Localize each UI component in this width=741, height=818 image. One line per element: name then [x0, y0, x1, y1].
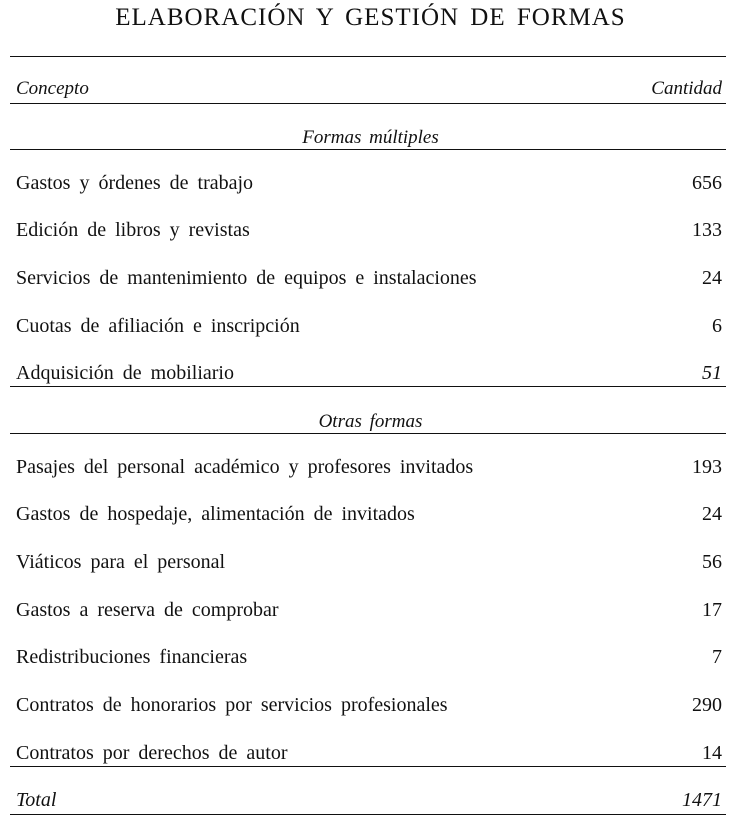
row-quantity: 6 — [712, 315, 722, 337]
column-header-quantity: Cantidad — [651, 78, 722, 99]
table-row — [16, 694, 722, 724]
section-title-otras-formas: Otras formas — [318, 411, 423, 432]
row-concept: Servicios de mantenimiento de equipos e instalaciones — [16, 267, 477, 289]
table-row — [16, 172, 722, 202]
total-rule — [10, 766, 726, 767]
row-concept: Adquisición de mobiliario — [16, 362, 234, 384]
table-row — [16, 219, 722, 249]
row-concept: Gastos a reserva de comprobar — [16, 599, 279, 621]
row-concept: Gastos y órdenes de trabajo — [16, 172, 254, 194]
row-quantity: 290 — [692, 694, 722, 716]
table-row — [16, 503, 722, 533]
row-concept: Contratos por derechos de autor — [16, 742, 288, 764]
row-quantity: 7 — [712, 646, 722, 668]
row-quantity: 17 — [702, 599, 722, 621]
section-rule — [10, 149, 726, 150]
table-row — [16, 362, 722, 392]
row-concept: Redistribuciones financieras — [16, 646, 248, 668]
row-quantity: 193 — [692, 456, 722, 478]
section-rule — [10, 433, 726, 434]
row-quantity: 656 — [692, 172, 722, 194]
row-concept: Edición de libros y revistas — [16, 219, 250, 241]
row-quantity: 14 — [702, 742, 722, 764]
table-row — [16, 742, 722, 772]
row-concept: Contratos de honorarios por servicios profesionales — [16, 694, 448, 716]
table-bottom-rule — [10, 814, 726, 815]
header-rule — [10, 103, 726, 104]
row-concept: Viáticos para el personal — [16, 551, 226, 573]
row-quantity: 56 — [702, 551, 722, 573]
section-title-formas-multiples: Formas múltiples — [302, 127, 439, 148]
row-concept: Cuotas de afiliación e inscripción — [16, 315, 300, 337]
column-header-concept: Concepto — [16, 78, 89, 99]
page-title: ELABORACIÓN Y GESTIÓN DE FORMAS — [115, 4, 626, 31]
row-concept: Gastos de hospedaje, alimentación de invitados — [16, 503, 415, 525]
table-row — [16, 599, 722, 629]
row-quantity: 24 — [702, 503, 722, 525]
row-quantity: 24 — [702, 267, 722, 289]
total-label: Total — [16, 789, 57, 811]
total-quantity: 1471 — [682, 789, 722, 811]
row-concept: Pasajes del personal académico y profesores invitados — [16, 456, 474, 478]
table-row — [16, 267, 722, 297]
table-row — [16, 646, 722, 676]
row-quantity: 133 — [692, 219, 722, 241]
table-row — [16, 456, 722, 486]
row-quantity: 51 — [702, 362, 722, 384]
table-row — [16, 551, 722, 581]
section-subtotal-rule — [10, 386, 726, 387]
table-top-rule — [10, 56, 726, 57]
table-row — [16, 315, 722, 345]
